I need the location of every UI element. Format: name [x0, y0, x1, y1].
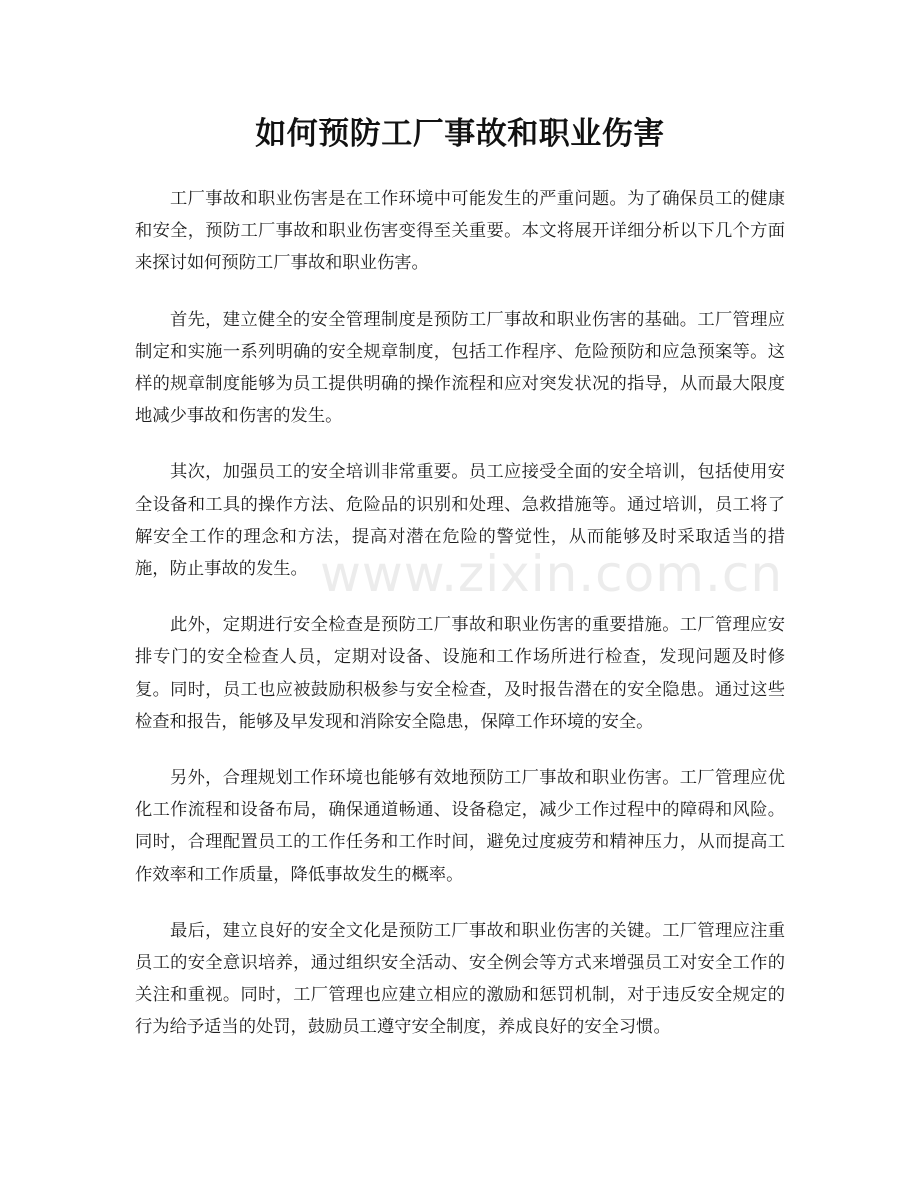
paragraph-work-environment: 另外，合理规划工作环境也能够有效地预防工厂事故和职业伤害。工厂管理应优化工作流程和设备布局，确保通道畅通、设备稳定，减少工作过程中的障碍和风险。同时，合理配置员工的工作任务和工作时间，避免过度疲劳和精神压力，从而提高工作效率和工作质量，降低事故发生的概率。	[135, 768, 785, 885]
paragraph-safety-training: 其次，加强员工的安全培训非常重要。员工应接受全面的安全培训，包括使用安全设备和工具的操作方法、危险品的识别和处理、急救措施等。通过培训，员工将了解安全工作的理念和方法，提高对潜在危险的警觉性，从而能够及时采取适当的措施，防止事故的发生。	[135, 462, 785, 580]
document-title: 如何预防工厂事故和职业伤害	[255, 116, 665, 152]
paragraph-intro: 工厂事故和职业伤害是在工作环境中可能发生的严重问题。为了确保员工的健康和安全，预防工厂事故和职业伤害变得至关重要。本文将展开详细分析以下几个方面来探讨如何预防工厂事故和职业伤害。	[135, 189, 785, 274]
paragraph-safety-culture: 最后，建立良好的安全文化是预防工厂事故和职业伤害的关键。工厂管理应注重员工的安全意识培养，通过组织安全活动、安全例会等方式来增强员工对安全工作的关注和重视。同时，工厂管理也应建立相应的激励和惩罚机制，对于违反安全规定的行为给予适当的处罚，鼓励员工遵守安全制度，养成良好的安全习惯。	[135, 920, 785, 1038]
paragraph-management-system: 首先，建立健全的安全管理制度是预防工厂事故和职业伤害的基础。工厂管理应制定和实施一系列明确的安全规章制度，包括工作程序、危险预防和应急预案等。这样的规章制度能够为员工提供明确的操作流程和应对突发状况的指导，从而最大限度地减少事故和伤害的发生。	[135, 309, 785, 427]
watermark: www.zixin.com.cn	[320, 545, 784, 603]
document-body	[135, 183, 785, 1068]
paragraph-safety-inspection: 此外，定期进行安全检查是预防工厂事故和职业伤害的重要措施。工厂管理应安排专门的安全检查人员，定期对设备、设施和工作场所进行检查，发现问题及时修复。同时，员工也应被鼓励积极参与安全检查，及时报告潜在的安全隐患。通过这些检查和报告，能够及早发现和消除安全隐患，保障工作环境的安全。	[135, 615, 785, 732]
